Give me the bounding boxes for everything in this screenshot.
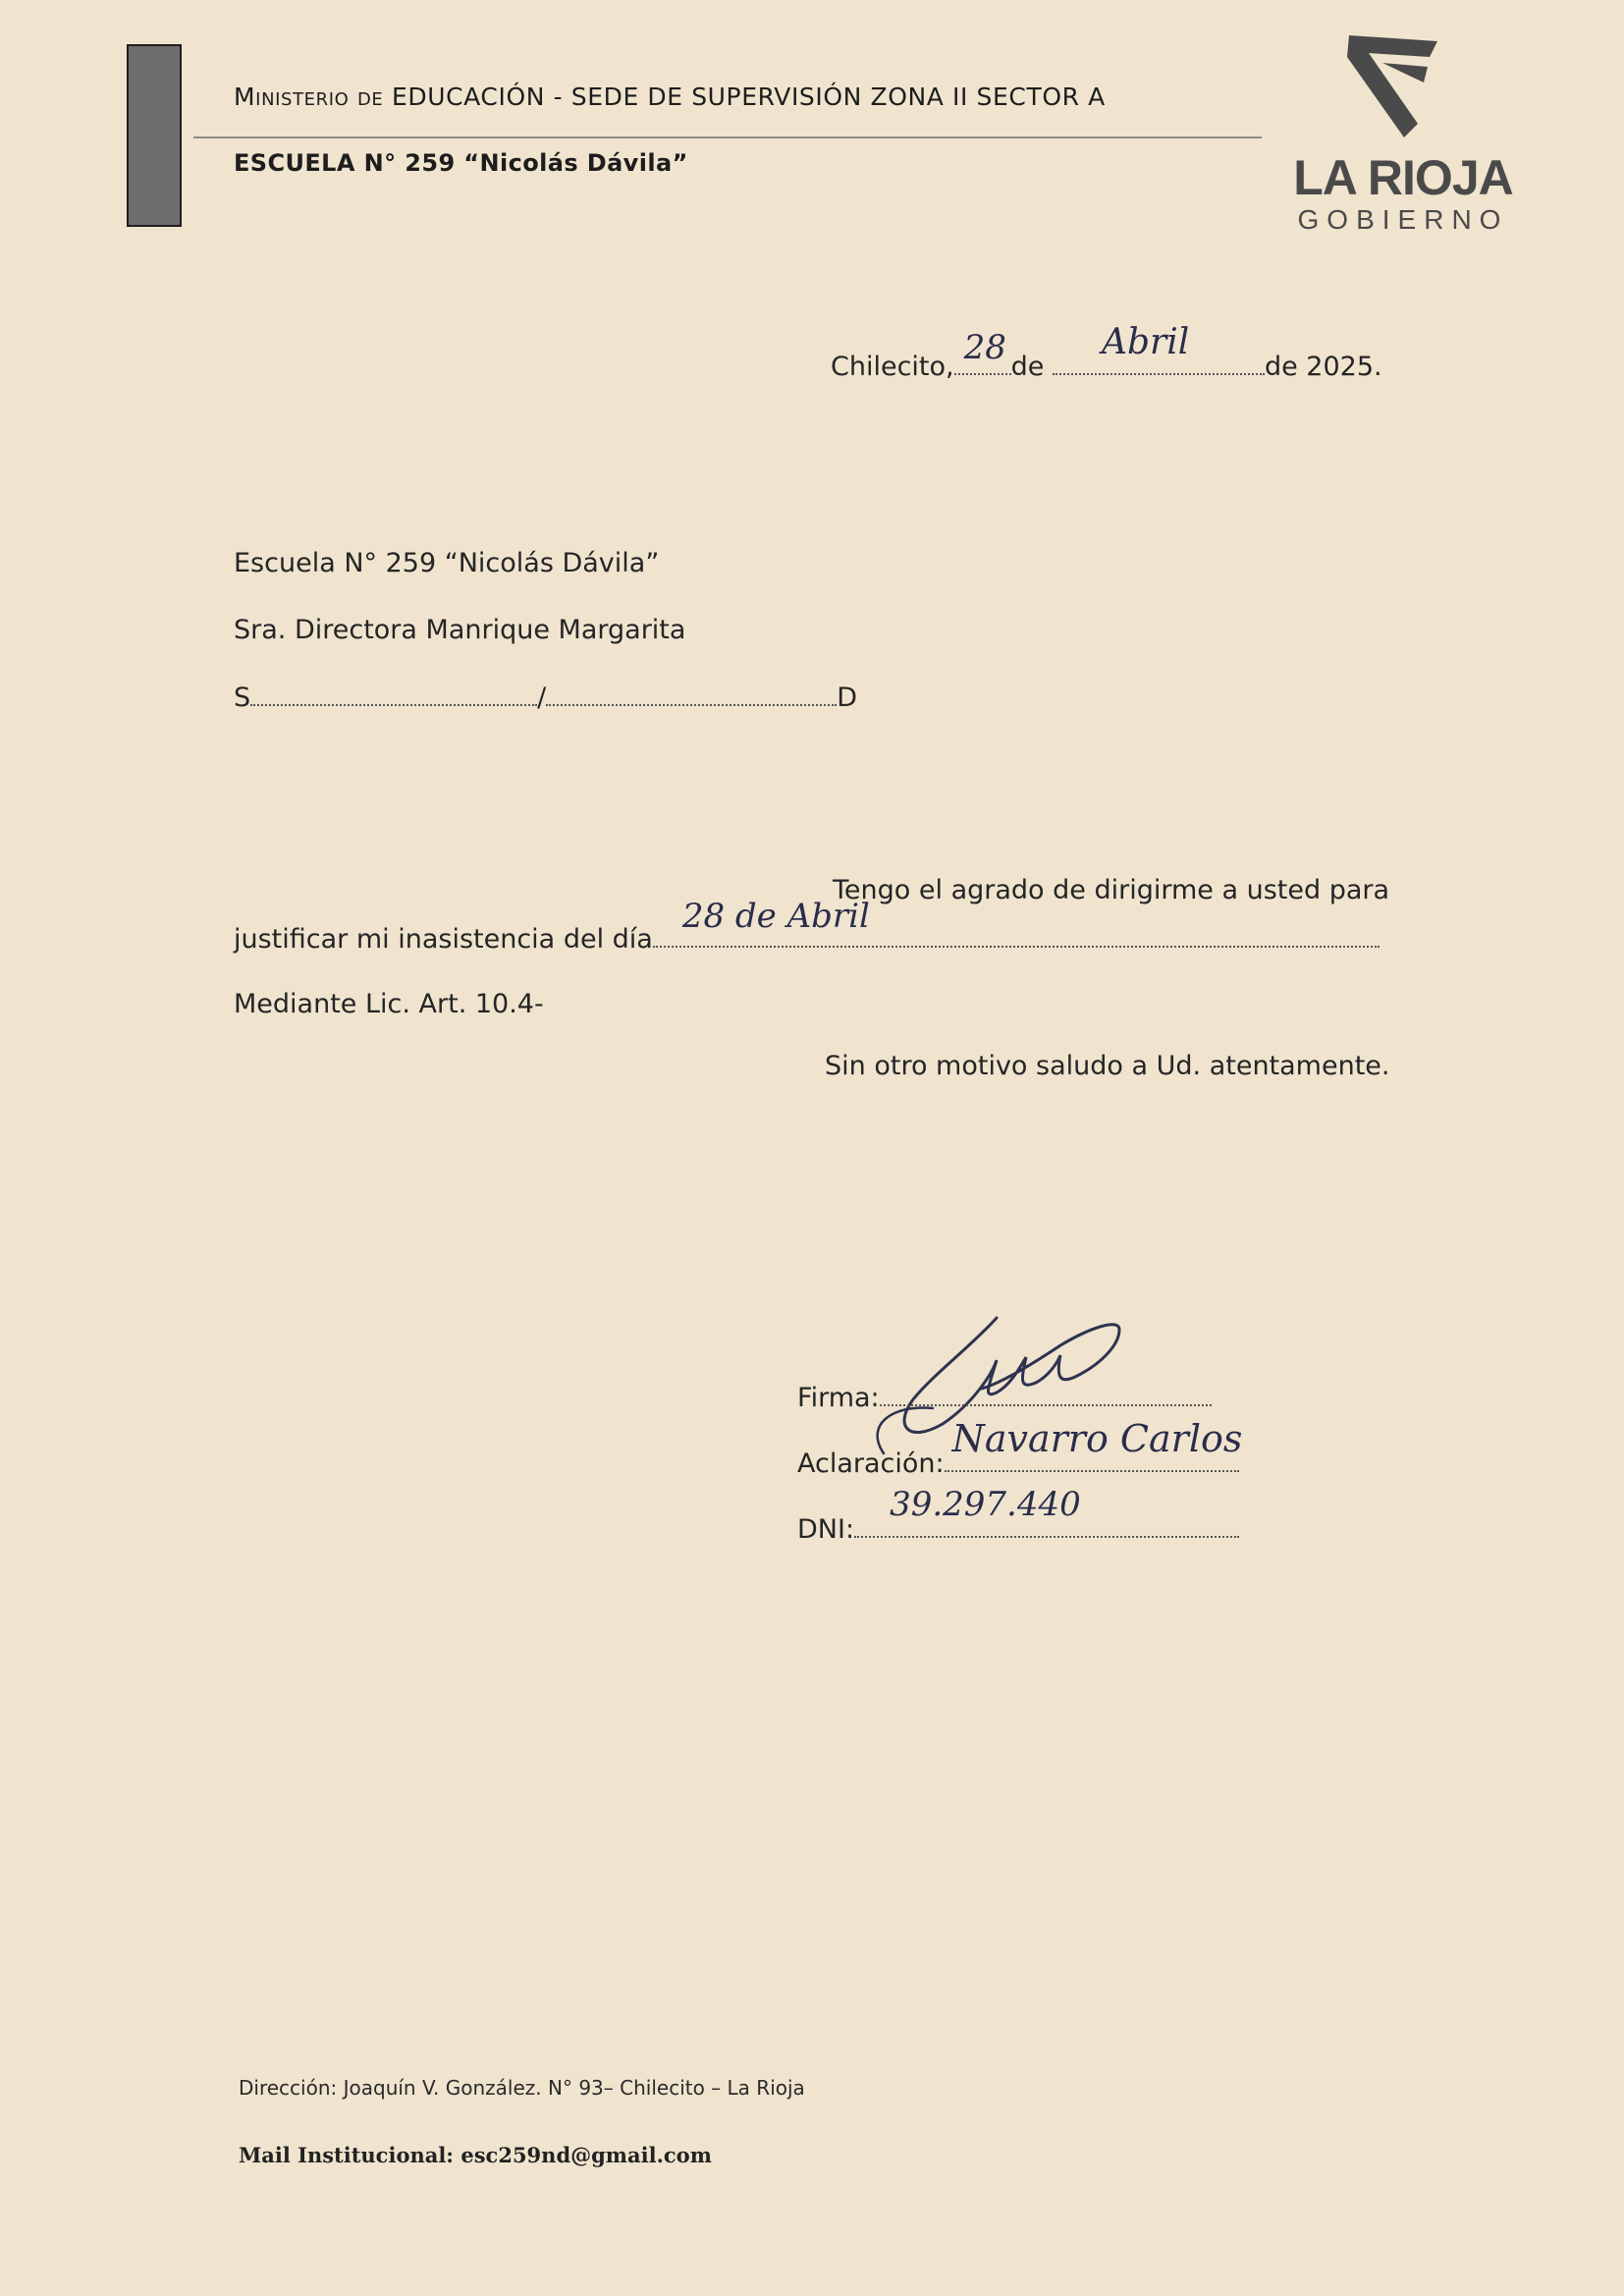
recipient-school: Escuela N° 259 “Nicolás Dávila” — [234, 548, 660, 578]
header-ministry: Ministerio de EDUCACIÓN - SEDE DE SUPERVISIÓN ZONA II SECTOR A — [234, 82, 1106, 111]
footer-address: Dirección: Joaquín V. González. N° 93– Chilecito – La Rioja — [239, 2076, 805, 2100]
sd-s: S — [234, 683, 251, 713]
body-justify-line — [234, 897, 1380, 955]
logo-subtitle: GOBIERNO — [1297, 204, 1509, 235]
date-de: de — [1010, 352, 1045, 382]
header-school: ESCUELA N° 259 “Nicolás Dávila” — [234, 149, 688, 177]
body-intro: Tengo el agrado de dirigirme a usted para — [833, 875, 1390, 905]
firma-line — [797, 1381, 1212, 1413]
aclaracion-label: Aclaración: — [797, 1449, 945, 1479]
body-license: Mediante Lic. Art. 10.4- — [234, 989, 544, 1019]
date-year: de 2025. — [1264, 352, 1382, 382]
sd-slash: / — [537, 683, 547, 713]
footer-mail: Mail Institucional: esc259nd@gmail.com — [239, 2143, 712, 2167]
body-justify: justificar mi inasistencia del día — [234, 924, 653, 955]
date-line — [831, 322, 1382, 382]
dni-value: 39.297.440 — [890, 1485, 1081, 1524]
header-rule — [193, 137, 1262, 138]
body-justify-hand: 28 de Abril — [681, 897, 870, 936]
sd-d: D — [837, 683, 858, 713]
date-month: Abril — [1101, 322, 1190, 362]
date-city: Chilecito, — [831, 352, 954, 382]
firma-label: Firma: — [797, 1383, 880, 1413]
header-side-bar — [127, 44, 182, 227]
la-rioja-logo-icon — [1339, 27, 1447, 145]
aclaracion-value: Navarro Carlos — [951, 1417, 1243, 1460]
dni-label: DNI: — [797, 1514, 855, 1545]
body-closing: Sin otro motivo saludo a Ud. atentamente. — [825, 1051, 1390, 1081]
aclaracion-line — [797, 1417, 1243, 1479]
date-day: 28 — [963, 328, 1006, 367]
logo-name: LA RIOJA — [1293, 150, 1513, 205]
recipient-director: Sra. Directora Manrique Margarita — [234, 615, 686, 645]
dni-line — [797, 1485, 1239, 1545]
recipient-sd — [234, 681, 857, 713]
